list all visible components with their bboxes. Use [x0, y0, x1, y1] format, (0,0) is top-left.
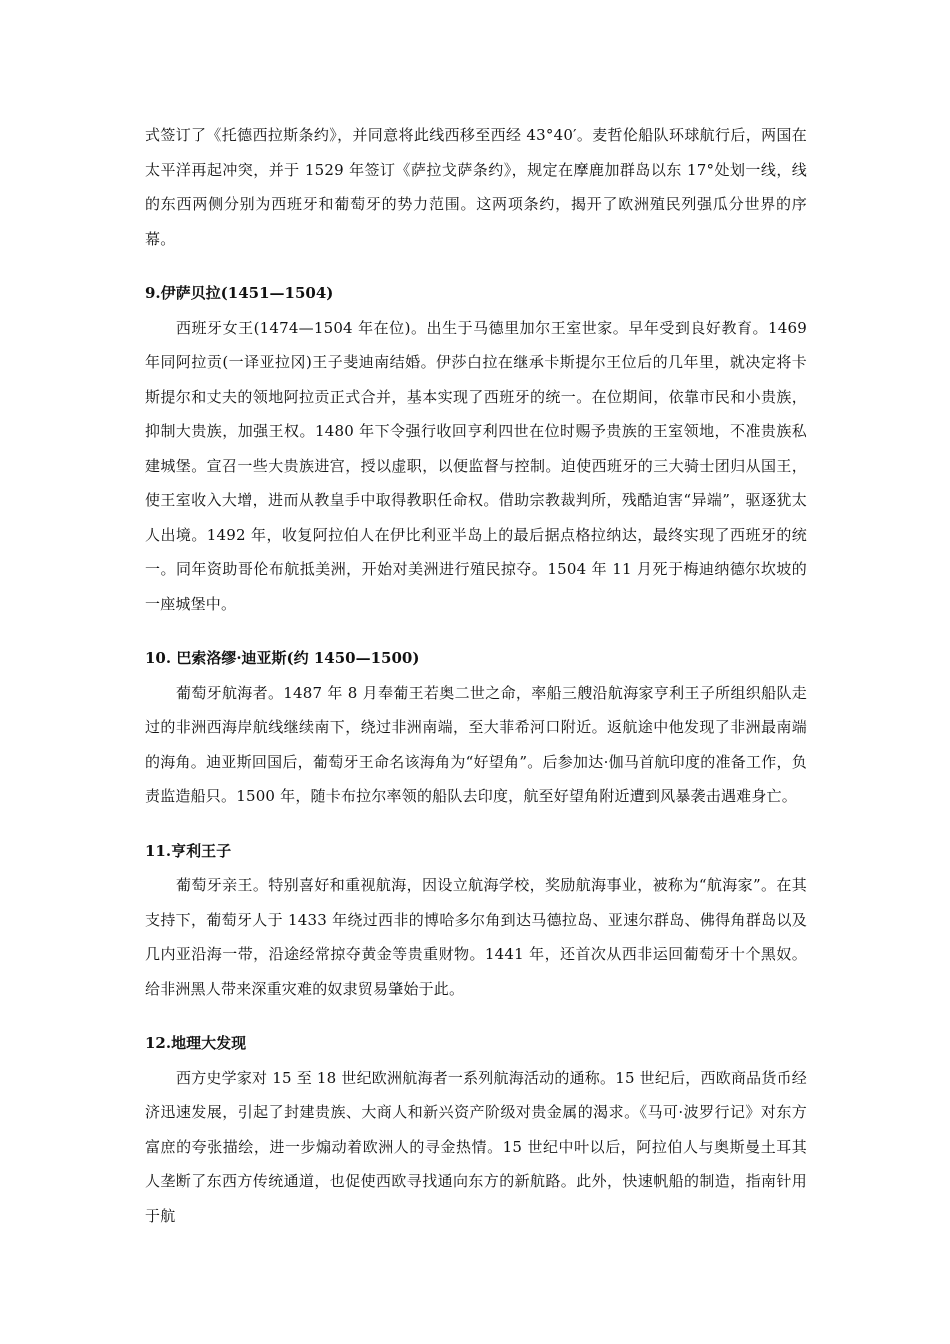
treaty-paragraph: 式签订了《托德西拉斯条约》，并同意将此线西移至西经 43°40′。麦哲伦船队环球航行后，两国在太平洋再起冲突，并于 1529 年签订《萨拉戈萨条约》，规定在摩鹿加群岛以东 17°处划一线，线的东西两侧分别为西班牙和葡萄牙的势力范围。这两项条约，揭开了欧洲殖民列强瓜分世界的序幕。	[145, 126, 807, 248]
henry-paragraph: 葡萄牙亲王。特别喜好和重视航海，因设立航海学校，奖励航海事业，被称为“航海家”。在其支持下，葡萄牙人于 1433 年绕过西非的博哈多尔角到达马德拉岛、亚速尔群岛、佛得角群岛以及几内亚沿海一带，沿途经常掠夺黄金等贵重财物。1441 年，还首次从西非运回葡萄牙十个黑奴。给非洲黑人带来深重灾难的奴隶贸易肇始于此。	[145, 876, 807, 998]
section-heading-henry: 11.亨利王子	[145, 841, 232, 860]
section-heading-dias: 10. 巴索洛缪·迪亚斯(约 1450—1500)	[145, 649, 420, 667]
discovery-paragraph: 西方史学家对 15 至 18 世纪欧洲航海者一系列航海活动的通称。15 世纪后，西欧商品货币经济迅速发展，引起了封建贵族、大商人和新兴资产阶级对贵金属的渴求。《马可·波罗行记》对东方富庶的夸张描绘，进一步煽动着欧洲人的寻金热情。15 世纪中叶以后，阿拉伯人与奥斯曼土耳其人垄断了东西方传统通道，也促使西欧寻找通向东方的新航路。此外，快速帆船的制造，指南针用于航	[145, 1068, 807, 1225]
section-heading-discovery: 12.地理大发现	[145, 1034, 247, 1052]
dias-paragraph: 葡萄牙航海者。1487 年 8 月奉葡王若奥二世之命，率船三艘沿航海家亨利王子所组织船队走过的非洲西海岸航线继续南下，绕过非洲南端，至大菲希河口附近。返航途中他发现了非洲最南端的海角。迪亚斯回国后，葡萄牙王命名该海角为“好望角”。后参加达·伽马首航印度的准备工作，负责监造船只。1500 年，随卡布拉尔率领的船队去印度，航至好望角附近遭到风暴袭击遇难身亡。	[145, 683, 807, 805]
section-heading-isabella: 9.伊萨贝拉(1451—1504)	[145, 284, 334, 302]
isabella-paragraph: 西班牙女王(1474—1504 年在位)。出生于马德里加尔王室世家。早年受到良好教育。1469 年同阿拉贡(一译亚拉冈)王子斐迪南结婚。伊莎白拉在继承卡斯提尔王位后的几年里，就决定将卡斯提尔和丈夫的领地阿拉贡正式合并，基本实现了西班牙的统一。在位期间，依靠市民和小贵族，抑制大贵族，加强王权。1480 年下令强行收回亨利四世在位时赐予贵族的王室领地，不准贵族私建城堡。宣召一些大贵族进宫，授以虚职，以便监督与控制。迫使西班牙的三大骑士团归从国王，使王室收入大增，进而从教皇手中取得教职任命权。借助宗教裁判所，残酷迫害“异端”，驱逐犹太人出境。1492 年，收复阿拉伯人在伊比利亚半岛上的最后据点格拉纳达，最终实现了西班牙的统一。同年资助哥伦布航抵美洲，开始对美洲进行殖民掠夺。1504 年 11 月死于梅迪纳德尔坎坡的一座城堡中。	[145, 318, 807, 613]
document-page	[145, 118, 807, 1233]
